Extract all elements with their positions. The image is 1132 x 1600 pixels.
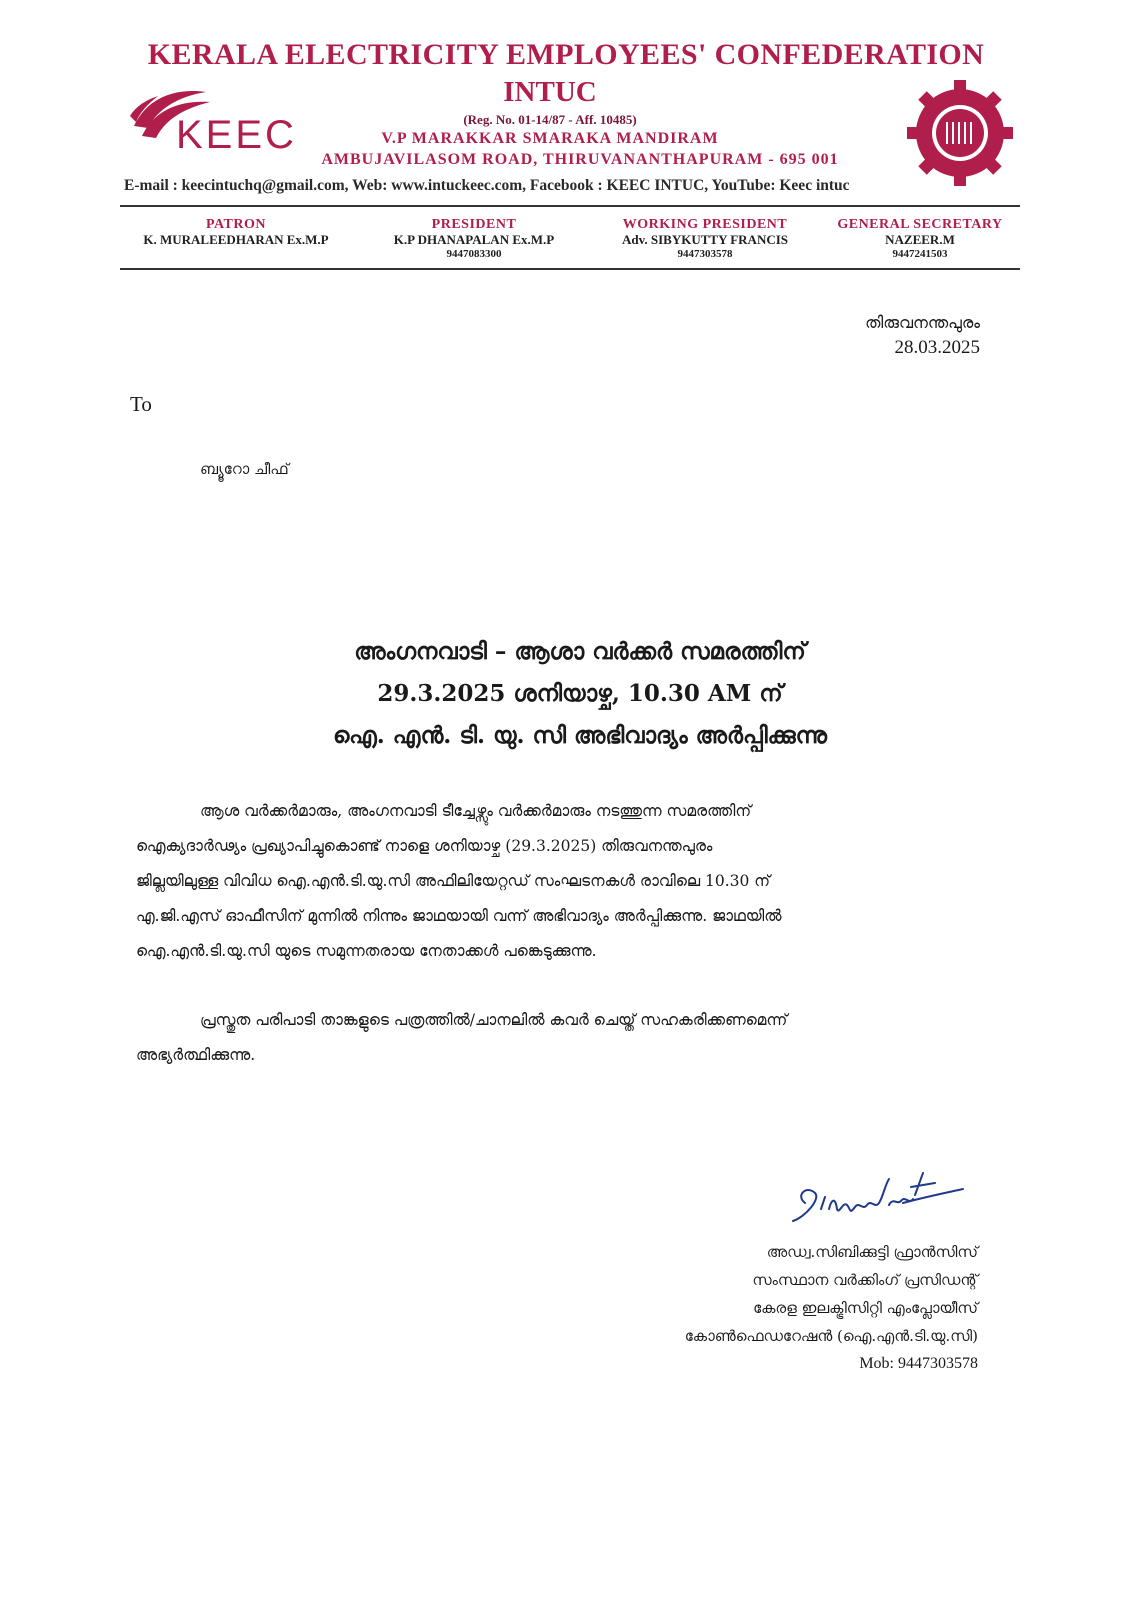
paragraph-line: ഐ.എൻ.ടി.യു.സി യുടെ സമുന്നതരായ നേതാക്കൾ പങ്കെടുക്കുന്നു. — [136, 942, 597, 960]
svg-text:KEEC: KEEC — [176, 113, 297, 157]
salutation-to: To — [130, 392, 152, 416]
signatory-organization: കേരള ഇലക്ട്രിസിറ്റി എംപ്ലോയീസ് — [753, 1299, 978, 1317]
signatory-name: അഡ്വ.സിബിക്കുട്ടി ഫ്രാൻസിസ് — [766, 1243, 978, 1261]
letter-place: തിരുവനന്തപുരം — [865, 313, 980, 332]
body-paragraph-1 — [136, 794, 972, 969]
office-bearer-name: K. MURALEEDHARAN Ex.M.P — [143, 232, 329, 247]
address-line-2: AMBUJAVILASOM ROAD, THIRUVANANTHAPURAM - 695 001 — [321, 151, 839, 168]
handwritten-signature — [785, 1165, 965, 1235]
office-bearer-working-president — [588, 217, 822, 262]
office-bearer-phone: 9447303578 — [677, 248, 733, 260]
organization-name: KERALA ELECTRICITY EMPLOYEES' CONFEDERATION — [147, 38, 985, 71]
paragraph-line: എ.ജി.എസ് ഓഫീസിന് മുന്നിൽ നിന്നും ജാഥയായി വന്ന് അഭിവാദ്യം അർപ്പിക്കുന്നു. ജാഥയിൽ — [136, 907, 782, 925]
signatory-mobile: Mob: 9447303578 — [859, 1355, 978, 1372]
contact-details: E-mail : keecintuchq@gmail.com, Web: www.intuckeec.com, Facebook : KEEC INTUC, YouTube: Keec intuc — [124, 177, 850, 194]
office-bearer-phone: 9447083300 — [446, 248, 502, 260]
office-bearer-role: PATRON — [205, 217, 267, 232]
office-bearer-patron — [114, 217, 358, 247]
signatory-block — [560, 1238, 978, 1378]
paragraph-line: ഐക്യദാർഢ്യം പ്രഖ്യാപിച്ചുകൊണ്ട് നാളെ ശനിയാഴ്ച (29.3.2025) തിരുവനന്തപുരം — [136, 837, 713, 855]
body-paragraph-2 — [136, 1003, 972, 1073]
office-bearer-role: PRESIDENT — [431, 217, 517, 232]
signatory-organization: കോൺഫെഡറേഷൻ (ഐ.എൻ.ടി.യു.സി) — [684, 1327, 978, 1345]
keec-logo-icon — [128, 86, 318, 158]
address-line-1: V.P MARAKKAR SMARAKA MANDIRAM — [381, 130, 719, 147]
office-bearer-name: K.P DHANAPALAN Ex.M.P — [393, 232, 555, 247]
office-bearer-general-secretary — [820, 217, 1020, 262]
letterhead-divider-top — [120, 205, 1020, 207]
gear-emblem-icon — [905, 78, 1015, 188]
subject-line: അംഗനവാടി – ആശാ വർക്കർ സമരത്തിന് — [354, 638, 806, 665]
letter-date: 28.03.2025 — [894, 337, 980, 358]
office-bearer-phone: 9447241503 — [892, 248, 948, 260]
registration-number: (Reg. No. 01-14/87 - Aff. 10485) — [463, 112, 637, 127]
organization-affiliation: INTUC — [503, 76, 597, 108]
office-bearer-president — [362, 217, 586, 262]
office-bearer-name: NAZEER.M — [885, 232, 955, 247]
paragraph-line: അഭ്യർത്ഥിക്കുന്നു. — [136, 1046, 256, 1064]
office-bearer-name: Adv. SIBYKUTTY FRANCIS — [621, 232, 789, 247]
recipient: ബ്യൂറോ ചീഫ് — [200, 460, 289, 478]
paragraph-line: ആശ വർക്കർമാരും, അംഗനവാടി ടീച്ചേഴ്സും വർക്കർമാരും നടത്തുന്ന സമരത്തിന് — [200, 802, 752, 820]
paragraph-line: പ്രസ്തുത പരിപാടി താങ്കളുടെ പത്രത്തിൽ/ചാനലിൽ കവർ ചെയ്ത് സഹകരിക്കണമെന്ന് — [200, 1011, 788, 1029]
paragraph-line: ജില്ലയിലുള്ള വിവിധ ഐ.എൻ.ടി.യു.സി അഫിലിയേറ്റഡ് സംഘടനകൾ രാവിലെ 10.30 ന് — [136, 872, 771, 890]
subject-line: 29.3.2025 ശനിയാഴ്ച, 10.30 AM ന് — [377, 680, 783, 707]
office-bearer-role: GENERAL SECRETARY — [837, 217, 1003, 232]
signatory-designation: സംസ്ഥാന വർക്കിംഗ് പ്രസിഡന്റ് — [752, 1271, 978, 1289]
subject-line: ഐ. എൻ. ടി. യു. സി അഭിവാദ്യം അർപ്പിക്കുന്നു — [333, 722, 827, 749]
letterhead-divider-bottom — [120, 268, 1020, 270]
office-bearer-role: WORKING PRESIDENT — [622, 217, 788, 232]
